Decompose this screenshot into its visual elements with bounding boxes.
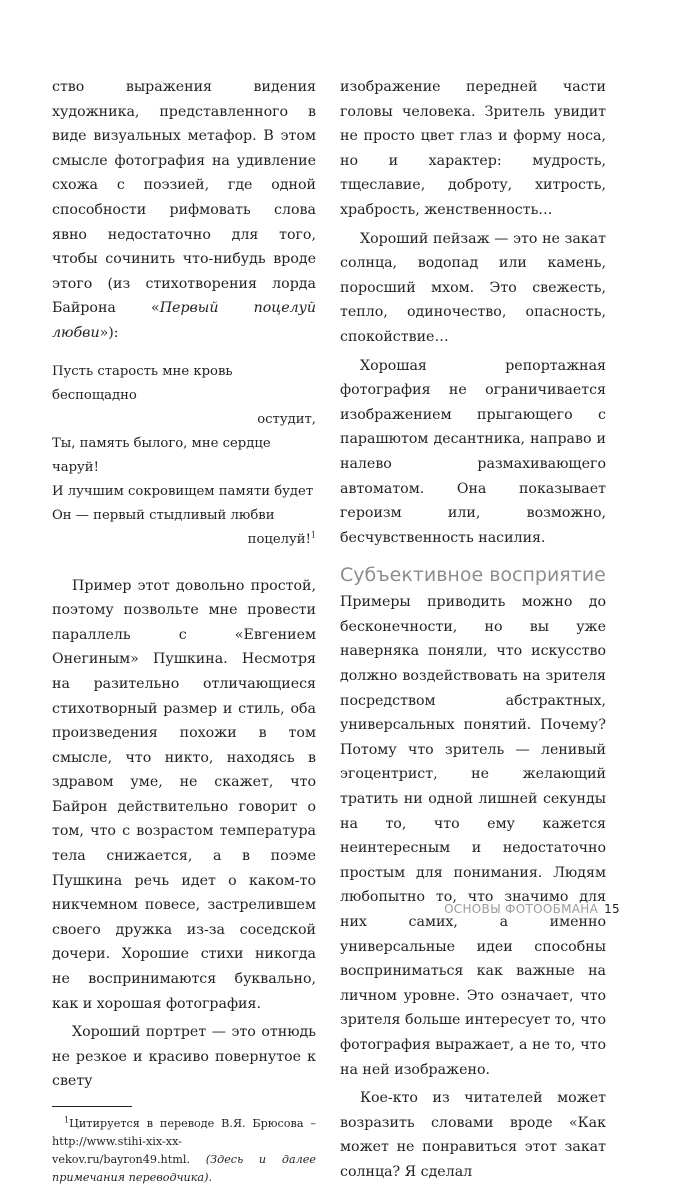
footnote-mark: 1 <box>64 1115 70 1125</box>
paragraph <box>52 75 316 346</box>
poem-line-text: поцелуй! <box>247 531 311 547</box>
poem-line: И лучшим сокровищем памяти будет <box>52 483 314 499</box>
paragraph-text: ство выражения видения художника, представленного в виде визуальных метафор. В этом смысле фотография на удивление схожа с поэзией, где одной способности рифмовать слова явно недостаточно для того, чтобы сочинить что-нибудь вроде этого (из стихотворения лорда Байрона « <box>52 79 316 317</box>
book-title: ОСНОВЫ ФОТООБМАНА <box>444 902 599 916</box>
running-footer <box>420 902 620 916</box>
page-number: 15 <box>604 902 620 916</box>
paragraph: Хороший портрет — это отнюдь не резкое и красиво повернутое к свету <box>52 1024 316 1090</box>
section-heading: Субъективное восприятие <box>340 564 606 587</box>
footnote <box>52 1115 316 1187</box>
poem-line: Ты, память былого, мне сердце чаруй! <box>52 435 271 475</box>
poem-line: остудит, <box>257 411 316 427</box>
paragraph-text: »): <box>99 324 119 341</box>
paragraph: Хорошая репортажная фотография не ограничивается изображением прыгающего с парашютом десантника, направо и налево размахивающего автоматом. Она показывает героизм или, возможно, бесчувственность насилия. <box>340 357 606 546</box>
paragraph: Пример этот довольно простой, поэтому позвольте мне провести параллель с «Евгением Онегиным» Пушкина. Несмотря на разительно отличающиеся стихотворный размер и стиль, оба произведения похожи в том смысле, что никто, находясь в здравом уме, не скажет, что Байрон действительно говорит о том, что с возрастом температура тела снижается, а в поэме Пушкина речь идет о каком-то никчемном повесе, застрелившем своего дружка из-за соседской дочери. Хорошие стихи никогда не воспринимаются буквально, как и хорошая фотография. <box>52 577 316 1012</box>
paragraph: Примеры приводить можно до бесконечности, но вы уже наверняка поняли, что искусство должно воздействовать на зрителя посредством абстрактных, универсальных понятий. Почему? Потому что зритель — ленивый эгоцентрист, не желающий тратить ни одной лишней секунды на то, что ему кажется неинтересным и недостаточно простым для понимания. Людям любопытно то, что значимо для них самих, а именно универсальные идеи способны восприниматься как важные на личном уровне. Это означает, что зрителя больше интересует то, что фотография выражает, а не то, что на ней изображено. <box>340 594 606 1078</box>
left-column <box>52 75 316 1187</box>
paragraph: изображение передней части головы человека. Зритель увидит не просто цвет глаз и форму носа, но и характер: мудрость, тщеславие, доброту, хитрость, храбрость, женственность… <box>340 79 606 218</box>
footnote-reference[interactable]: 1 <box>310 530 316 540</box>
poem-line: Он — первый стыдливый любви <box>52 507 275 523</box>
footnote-divider <box>52 1106 132 1107</box>
poem-line <box>52 528 316 552</box>
poem-quote <box>52 360 316 552</box>
poem-title: Первый поцелуй любви <box>52 300 316 341</box>
paragraph: Кое-кто из читателей может возразить словами вроде «Как может не понравиться этот закат солнца? Я сделал <box>340 1090 606 1180</box>
footnote-note: (Здесь и далее примечания переводчика). <box>52 1153 316 1184</box>
poem-line: Пусть старость мне кровь беспощадно <box>52 363 233 403</box>
paragraph: Хороший пейзаж — это не закат солнца, водопад или камень, поросший мхом. Это свежесть, тепло, одиночество, опасность, спокойствие… <box>340 230 606 345</box>
right-column <box>340 75 606 1185</box>
footnote-text: Цитируется в переводе В.Я. Брюсова – http://www.stihi-xix-xx-vekov.ru/bayron49.html. <box>52 1117 316 1166</box>
